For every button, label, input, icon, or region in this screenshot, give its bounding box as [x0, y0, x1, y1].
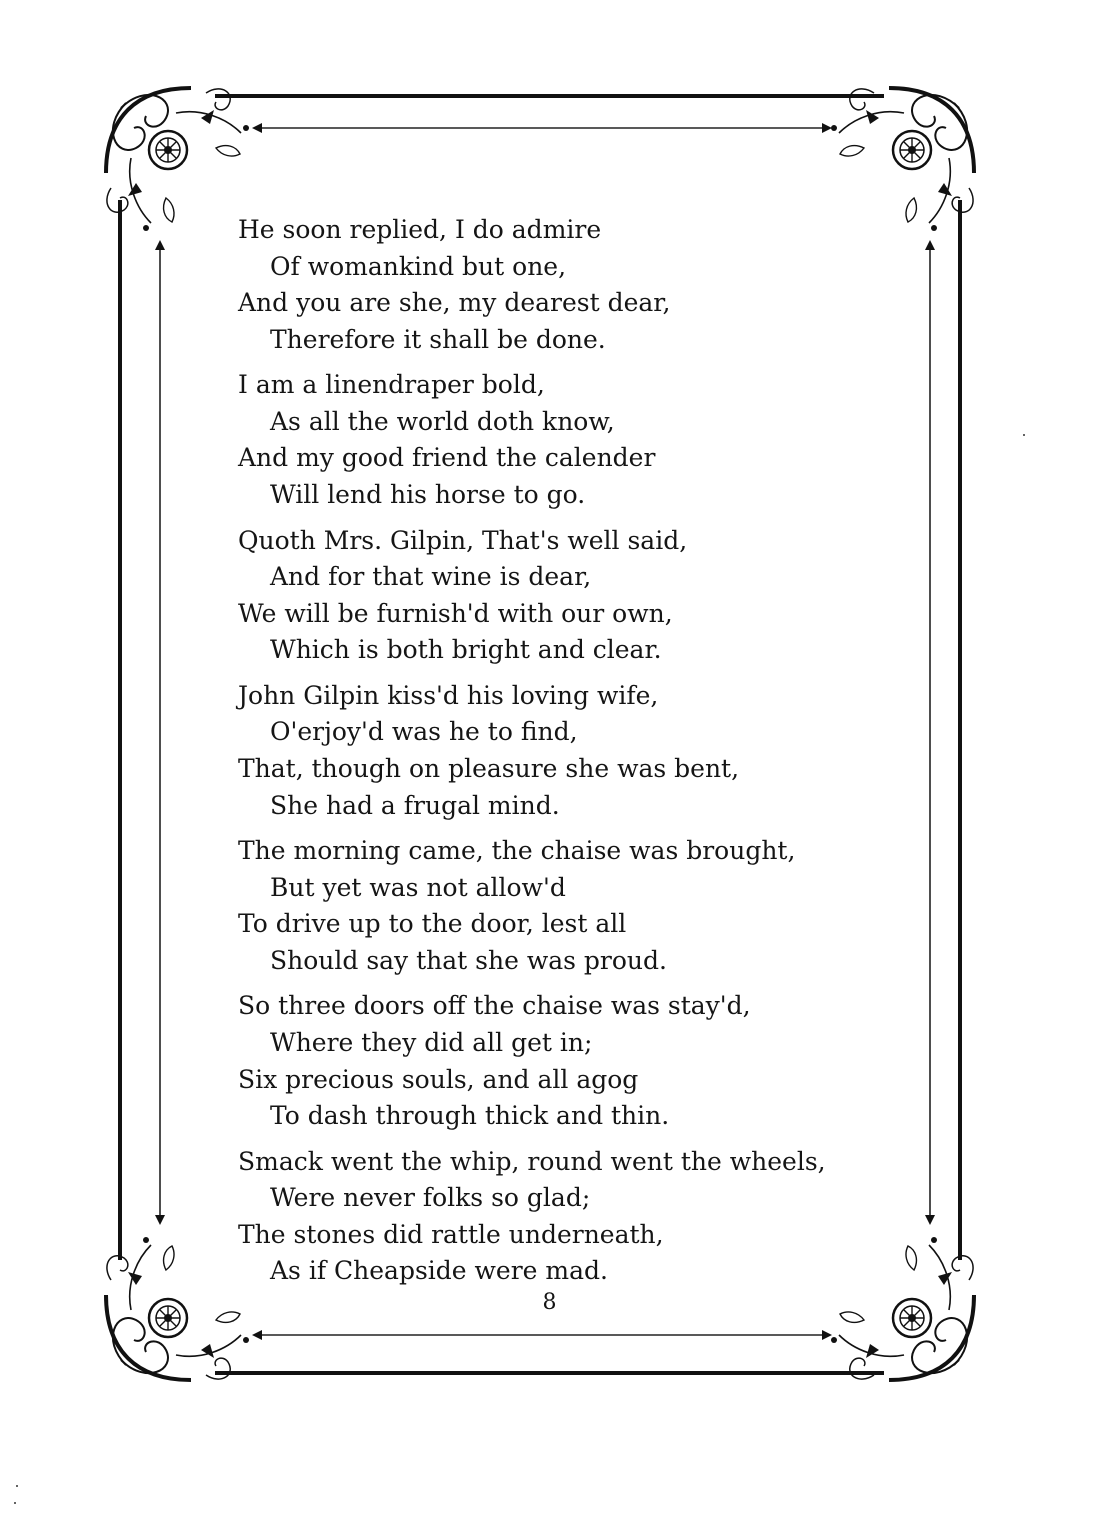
stanza-1 — [238, 212, 878, 358]
verse-line: O'erjoy'd was he to find, — [270, 717, 578, 747]
verse-line: Of womankind but one, — [270, 251, 567, 281]
stanza-4 — [238, 678, 878, 824]
corner-ornament-top-right — [831, 88, 974, 231]
verse-line: I am a linendraper bold, — [238, 370, 545, 400]
verse-line: That, though on pleasure she was bent, — [238, 753, 740, 783]
verse-line: We will be furnish'd with our own, — [238, 598, 673, 628]
verse-line: Were never folks so glad; — [270, 1183, 591, 1213]
verse-line: Quoth Mrs. Gilpin, That's well said, — [238, 525, 688, 555]
page-number: 8 — [542, 1290, 557, 1315]
verse-line: But yet was not allow'd — [270, 872, 566, 902]
verse-line: So three doors off the chaise was stay'd, — [238, 991, 751, 1021]
verse-line: As if Cheapside were mad. — [270, 1256, 608, 1286]
verse-line: And for that wine is dear, — [270, 562, 592, 592]
verse-line: Where they did all get in; — [270, 1027, 593, 1057]
verse-line: Will lend his horse to go. — [270, 480, 586, 510]
verse-line: The morning came, the chaise was brought, — [238, 836, 796, 866]
verse-line: Six precious souls, and all agog — [238, 1064, 639, 1094]
stanza-6 — [238, 988, 878, 1134]
verse-line: Therefore it shall be done. — [270, 324, 606, 354]
verse-line: As all the world doth know, — [270, 406, 615, 436]
verse-line: And my good friend the calender — [238, 443, 656, 473]
verse-line: John Gilpin kiss'd his loving wife, — [238, 680, 659, 710]
verse-line: Should say that she was proud. — [270, 945, 667, 975]
verse-line: To dash through thick and thin. — [270, 1101, 670, 1131]
verse-line: Which is both bright and clear. — [270, 635, 662, 665]
verse-line: And you are she, my dearest dear, — [238, 288, 671, 318]
corner-ornament-top-left — [106, 88, 249, 231]
verse-line: To drive up to the door, lest all — [238, 909, 627, 939]
stanza-5 — [238, 833, 878, 979]
stanza-7 — [238, 1144, 878, 1290]
verse-line: Smack went the whip, round went the wheels, — [238, 1146, 826, 1176]
verse-line: He soon replied, I do admire — [238, 215, 602, 244]
verse-line: She had a frugal mind. — [270, 790, 560, 820]
poem-text — [238, 212, 878, 1299]
stanza-2 — [238, 367, 878, 513]
verse-line: The stones did rattle underneath, — [238, 1219, 664, 1249]
stanza-3 — [238, 523, 878, 669]
